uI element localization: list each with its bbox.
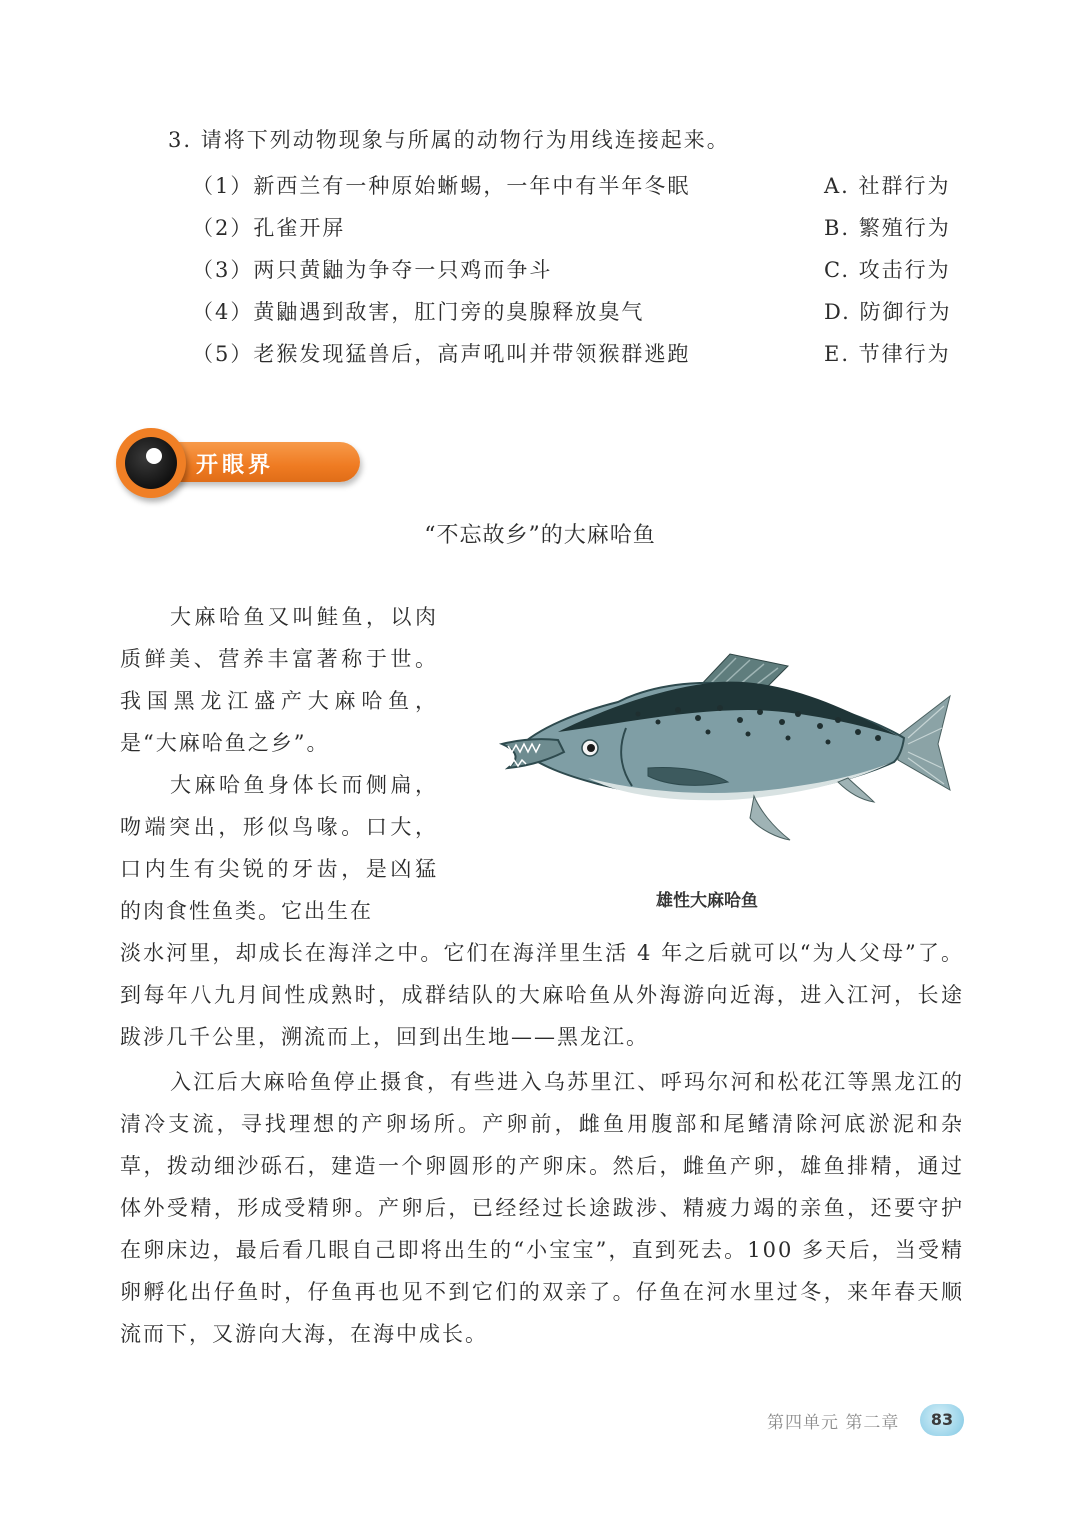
figure-caption: 雄性大麻哈鱼 [656,891,758,911]
article-title: “不忘故乡”的大麻哈鱼 [424,523,656,548]
exercise-item: （4）黄鼬遇到敌害，肛门旁的臭腺释放臭气 [192,300,645,324]
article-paragraph: 淡水河里，却成长在海洋之中。它们在海洋里生活 4 年之后就可以“为人父母”了。到每年八九月间性成熟时，成群结队的大麻哈鱼从外海游向近海，进入江河，长途跋涉几千公里，溯流而上，回到出生地——黑龙江。 [120,941,964,1049]
article-paragraph: 大麻哈鱼身体长而侧扁，吻端突出，形似鸟喙。口大，口内生有尖锐的牙齿，是凶猛的肉食性鱼类。它出生在 [120,773,438,923]
article-paragraph: 入江后大麻哈鱼停止摄食，有些进入乌苏里江、呼玛尔河和松花江等黑龙江的清冷支流，寻找理想的产卵场所。产卵前，雌鱼用腹部和尾鳍清除河底淤泥和杂草，拨动细沙砾石，建造一个卵圆形的产卵床。然后，雌鱼产卵，雄鱼排精，通过体外受精，形成受精卵。产卵后，已经经过长途跋涉、精疲力竭的亲鱼，还要守护在卵床边，最后看几眼自己即将出生的“小宝宝”，直到死去。100 多天后，当受精卵孵化出仔鱼时，仔鱼再也见不到它们的双亲了。仔鱼在河水里过冬，来年春天顺流而下，又游向大海，在海中成长。 [120,1070,964,1346]
article-paragraph: 大麻哈鱼又叫鲑鱼，以肉质鲜美、营养丰富著称于世。我国黑龙江盛产大麻哈鱼，是“大麻哈鱼之乡”。 [120,605,438,755]
section-badge [116,428,360,500]
exercise-option: D. 防御行为 [824,300,952,324]
exercise-title: 3. 请将下列动物现象与所属的动物行为用线连接起来。 [168,128,730,152]
exercise-option: B. 繁殖行为 [824,216,951,240]
footer-chapter: 第四单元 第二章 [767,1413,900,1433]
exercise-item: （1）新西兰有一种原始蜥蜴，一年中有半年冬眠 [192,174,691,198]
eye-icon [116,428,186,498]
exercise-option: A. 社群行为 [824,174,951,198]
page-number-badge: 83 [920,1404,964,1436]
exercise-item: （5）老猴发现猛兽后，高声吼叫并带领猴群逃跑 [192,342,691,366]
exercise-item: （3）两只黄鼬为争夺一只鸡而争斗 [192,258,553,282]
exercise-option: E. 节律行为 [824,342,951,366]
exercise-item: （2）孔雀开屏 [192,216,346,240]
exercise-option: C. 攻击行为 [824,258,951,282]
badge-label: 开眼界 [196,453,275,478]
salmon-illustration [498,648,960,848]
